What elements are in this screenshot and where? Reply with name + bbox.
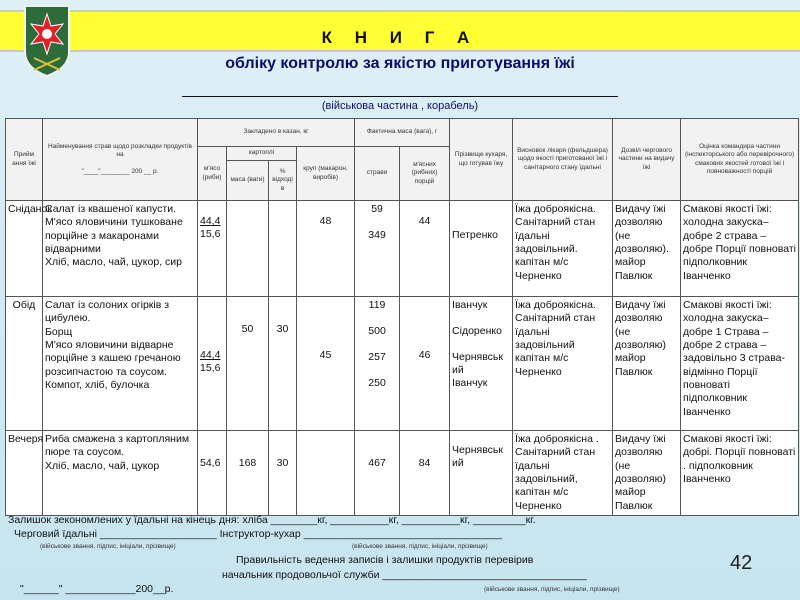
header-potato-mass: маса (ваги) [227,161,269,201]
header-doctor: Висновок лікаря (фельдшера) щодо якості приготованої їжі і санітарного стану їдальні [513,119,613,201]
dish-mass-value: 59 [371,203,383,215]
cook-name: Сідоренко [452,325,502,337]
cereals-cell [297,431,355,516]
dish-line: Салат із квашеної капусти. [45,203,177,215]
unit-underline [182,96,618,97]
dish-line: Хліб, масло, чай, цукор [45,459,160,472]
food-service-chief-line: начальник продовольчої служби ___________________________________ [222,569,587,581]
signature-hint: (військове звання, підпис, ініціали, прізвище) [40,543,176,550]
dishes-cell [43,297,198,431]
potato-mass-cell: 168 [227,431,269,516]
meat-cell [198,297,227,431]
dish-line: М'ясо яловичини тушковане порційне з макаронами відварними [45,216,183,255]
potato-waste-cell: 30 [269,431,297,516]
signature-hint: (військове звання, підпис, ініціали, прізвище) [352,543,488,550]
cook-name: Іванчук [452,377,488,389]
balance-line: Залишок зекономлених у їдальні на кінець дня: хліба ________кг, __________кг, __________кг, _________кг. [8,514,536,526]
dish-mass-value: 257 [368,351,386,363]
meat-value: 44,4 [200,349,221,361]
commander-cell: Смакові якості їжі: холодна закуска– добре 2 страва – добре Порції повноваті підполковник Іванченко [681,201,799,297]
meal-cell: Сніданок [6,201,43,297]
dish-mass-cell [355,431,400,516]
header-potato-waste: % відході в [269,161,297,201]
header-commander: Оцінка командира частини (інспекторського або перевірочного) смакових якостей готової їжі і повноважності порцій [681,119,799,201]
duty-cell: Видачу їжі дозволяю (не дозволяю). майор Павлюк [613,201,681,297]
header-meal: Прийм ання їжі [6,119,43,201]
page-number: 42 [730,552,753,574]
header-dishes [43,119,198,201]
dish-mass-value: 467 [368,457,386,469]
cook-name: Петренко [452,229,498,241]
meat-portion-cell: 44 [400,201,450,297]
duty-cell: Видачу їжі дозволяю (не дозволяю) майор Павлюк [613,431,681,516]
header-cereals: круп (макарон. виробів) [297,147,355,201]
meat-value: 15,6 [200,362,221,375]
dish-mass-cell [355,297,400,431]
food-quality-log-table [5,118,799,516]
dishes-cell [43,431,198,516]
dish-mass-value: 349 [368,229,386,241]
meat-value: 44,4 [200,215,221,227]
cook-name: Іванчук [452,299,488,311]
dishes-cell [43,201,198,297]
dish-line: Борщ [45,325,73,338]
meat-cell [198,431,227,516]
meat-cell [198,201,227,297]
verify-line: Правильність ведення записів і залишки продуктів перевірив [236,554,534,566]
doctor-cell: Їжа доброякісна. Санітарний стан їдальні задовільний капітан м/с Черненко [513,297,613,431]
cook-cell [450,201,513,297]
meal-cell: Обід [6,297,43,431]
header-dishes-date: "____"________ 200 __ р. [81,167,159,175]
meat-value: 15,6 [200,228,221,241]
dish-line: Хліб, масло, чай, цукор, сир [45,256,182,269]
cook-cell [450,431,513,516]
dish-mass-cell [355,201,400,297]
doctor-cell: Їжа доброякісна . Санітарний стан їдальні задовільний, капітан м/с Черненко [513,431,613,516]
table-row [6,201,799,297]
header-cook: Прізвище кухаря, що готував їжу [450,119,513,201]
duty-cook-line: Черговий їдальні ____________________ Інструктор-кухар __________________________________ [14,528,503,540]
header-duty: Дозвіл чергового частини на видачу їжі [613,119,681,201]
header-potatoes: картоплі [227,147,297,161]
table-row [6,431,799,516]
signature-hint: (військове звання, підпис, ініціали, прізвище) [484,586,620,593]
table-row [6,297,799,431]
dish-line: Салат із солоних огірків з цибулею. [45,299,170,325]
book-title: К Н И Г А [321,28,479,47]
date-line: "______" ____________200__р. [20,583,174,595]
header-actual: Фактична маса (вага), г [355,119,450,147]
potato-mass-cell [227,201,269,297]
potato-mass-cell: 50 [227,297,269,431]
book-subtitle: обліку контролю за якістю приготування їжі [225,55,575,72]
doctor-cell: Їжа доброякісна. Санітарний стан їдальні задовільний. капітан м/с Черненко [513,201,613,297]
header-dishes-label: Найменування страв щодо розкладки продуктів на [47,143,192,159]
unit-label: (військова частина , корабель) [321,100,479,112]
header-laid: Закладено в казан, кг [198,119,355,147]
meat-portion-cell: 46 [400,297,450,431]
dish-line: М'ясо яловичини відварне порційне з кашею гречаною розсипчастою та соусом. [45,338,181,378]
header-meat: м'ясо (риби) [198,147,227,201]
meat-portion-cell: 84 [400,431,450,516]
potato-waste-cell: 30 [269,297,297,431]
cereals-cell: 45 [297,297,355,431]
cereals-cell: 48 [297,201,355,297]
meal-cell: Вечеря [6,431,43,516]
potato-waste-cell [269,201,297,297]
dish-line: Риба смажена з картопляним пюре та соусом. [45,433,190,459]
cook-cell [450,297,513,431]
commander-cell: Смакові якості їжі: холодна закуска– добре 1 Страва – добре 2 страва – задовільно 3 страва-відмінно Порції повноваті підполковник Іванченко [681,297,799,431]
dish-mass-value: 250 [368,377,386,389]
meat-value: 54,6 [200,457,221,469]
dish-line: Компот, хліб, булочка [45,378,150,391]
dish-mass-value: 500 [368,325,386,337]
cook-name: Чернявськ ий [452,444,503,470]
header-meat-portion: м'ясних (рибних) порцій [400,147,450,201]
duty-cell: Видачу їжі дозволяю (не дозволяю) майор Павлюк [613,297,681,431]
commander-cell: Смакові якості їжі: добрі. Порції повноваті . підполковник Іванченко [681,431,799,516]
dish-mass-value: 119 [368,299,386,311]
cook-name: Чернявськ ий [452,351,503,377]
header-dish-mass: страви [355,147,400,201]
